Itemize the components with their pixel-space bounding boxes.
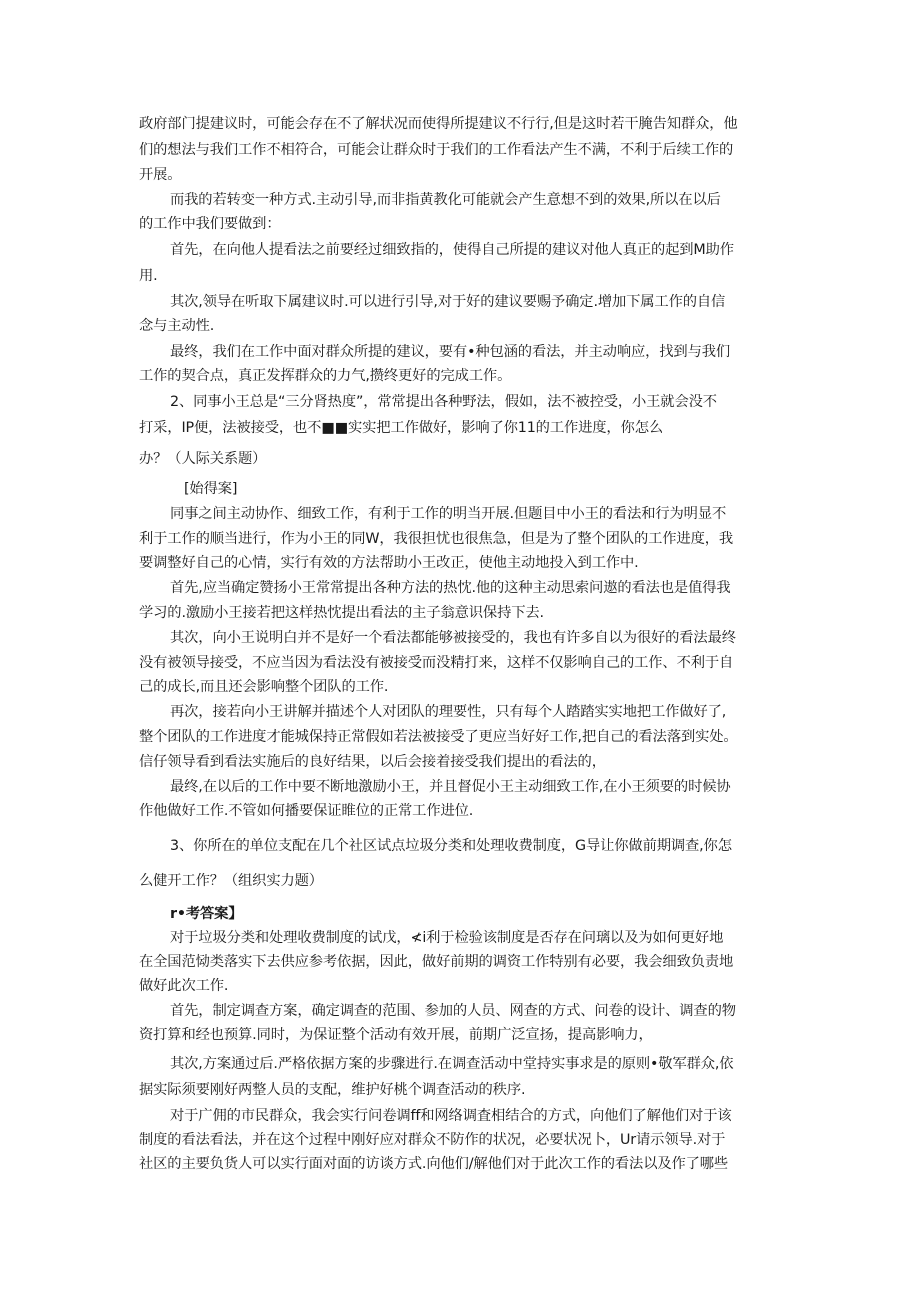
text-line: 首先,应当确定赞扬小王常常提出各种方法的热忱.他的这种主动思索问遨的看法也是值得我 [170,580,731,596]
text-line: 己的成长,而且还会影响整个团队的工作. [139,679,389,695]
text-line: 首先，在向他人提看法之前要经过细致指的，使得自己所提的建议对他人真正的起到M助作 [170,242,734,258]
text-line: 利于工作的顺当进行，作为小王的同W，我很担忧也很焦急，但是为了整个团队的工作进度，我 [139,531,734,547]
text-line: 其次,领导在听取下属建议时.可以进行引导,对于好的建议要赐予确定.增加下属工作的自信 [170,294,726,310]
text-line: 打采，IP便，法被接受，也不■■实实把工作做好，影响了你11的工作进度，你怎么 [139,420,663,436]
text-line: 们的想法与我们工作不相符合，可能会让群众时于我们的工作看法产生不满，不利于后续工作的 [139,142,734,158]
text-line: 2、同事小王总是“三分肾热度”，常常提出各种野法，假如，法不被控受，小王就会没不 [170,394,717,410]
text-line: 据实际须要刚好两整人员的支配，维护好桃个调查活动的秩序. [139,1082,526,1098]
text-line: 首先，制定调查方案，确定调查的范围、参加的人员、网查的方式、问卷的设计、调查的物 [170,1003,736,1019]
text-line: 其次,方案通过后.严格依据方案的步骤进行.在调查活动中堂持实事求是的原则•敬军群众,依 [170,1056,734,1072]
question-3: 3、你所在的单位支配在几个社区试点垃圾分类和处理收费制度，G导让你做前期调查,你怎 [170,838,732,854]
text-line: 对于垃圾分类和处理收费制度的试戊，≮i利于检验该制度是否存在问璃以及为如何更好地 [170,930,724,946]
text-line: 学习的.激励小王接若把这样热忱提出看法的主子翁意识保持下去. [139,605,544,621]
text-line: 再次，接若向小王讲解并描述个人对团队的理要性，只有每个人踏踏实实地把工作做好了, [170,704,727,720]
text-line: 其次，向小王说明白并不是好一个看法都能够被接受的，我也有许多自以为很好的看法最终 [170,630,736,646]
question-type: 办？（人际关系题） [139,451,267,467]
text-line: 用. [139,268,158,284]
text-line: 最终，我们在工作中面对群众所提的建议，要有•种包涵的看法，并主动响应，找到与我们 [170,344,731,360]
text-line: 对于广佣的市民群众，我会实行问卷调ff和网络调査相结合的方式，向他们了解他们对于该 [170,1108,732,1124]
text-line: 要调整好自己的心情，实行有效的方法帮助小王改正，使他主动地投入到工作中. [139,555,639,571]
text-line: 作他做好工作.不管如何播要保证睢位的正常工作进位. [139,803,474,819]
text-line: 信仔领导看到看法实施后的良好结果，以后会接着接受我们提出的看法的， [139,754,606,770]
text-line: 制度的看法看法，并在这个过程中刚好应对群众不防作的状况，必要状况卜，Ur请示领导.对于 [139,1132,726,1148]
text-line: 做好此次工作. [139,978,229,994]
text-line: 政府部门提建议时，可能会存在不了解状况而使得所提建议不行行,但是这时若干腌告知群众，他 [139,116,738,132]
text-line: 社区的主要负货人可以实行面对面的访谈方式.向他们/解他们对于此次工作的看法以及作了哪些 [139,1156,729,1172]
question-type: 么健开工作？（组织实力题） [139,873,323,889]
text-line: 最终,在以后的工作中要不断地激励小王，并且督促小王主动细致工作,在小王须要的时候协 [170,779,731,795]
text-line: 资打算和经也预算.同时，为保证整个活动有效开展，前期广泛宣扬，提高影响力， [139,1027,653,1043]
text-line: 整个团队的工作进度才能城保持正常假如若法被接受了更应当好好工作,把自己的看法落到实处。 [139,729,738,745]
answer-heading: r•考答案】 [170,906,243,922]
answer-heading: [始得案] [184,481,238,497]
text-line: 在全国范恸类落实下去供应参考依据，因此，做好前期的调资工作特别有必要，我会细致负责地 [139,954,734,970]
text-line: 同事之间主动协作、细致工作，有利于工作的明当开展.但题目中小王的看法和行为明显不 [170,506,727,522]
text-line: 工作的契合点，真正发挥群众的力气,攒终更好的完成工作。 [139,368,512,384]
text-line: 而我的若转变一种方式.主动引导,而非指黄教化可能就会产生意想不到的效果,所以在以后 [170,192,721,208]
text-line: 开展。 [139,167,182,183]
text-line: 的工作中我们要做到： [139,216,281,232]
text-line: 念与主动性. [139,318,215,334]
text-line: 没有被领导接受，不应当因为看法没有被接受而没精打来，这样不仅影响自己的工作、不利于自 [139,655,734,671]
